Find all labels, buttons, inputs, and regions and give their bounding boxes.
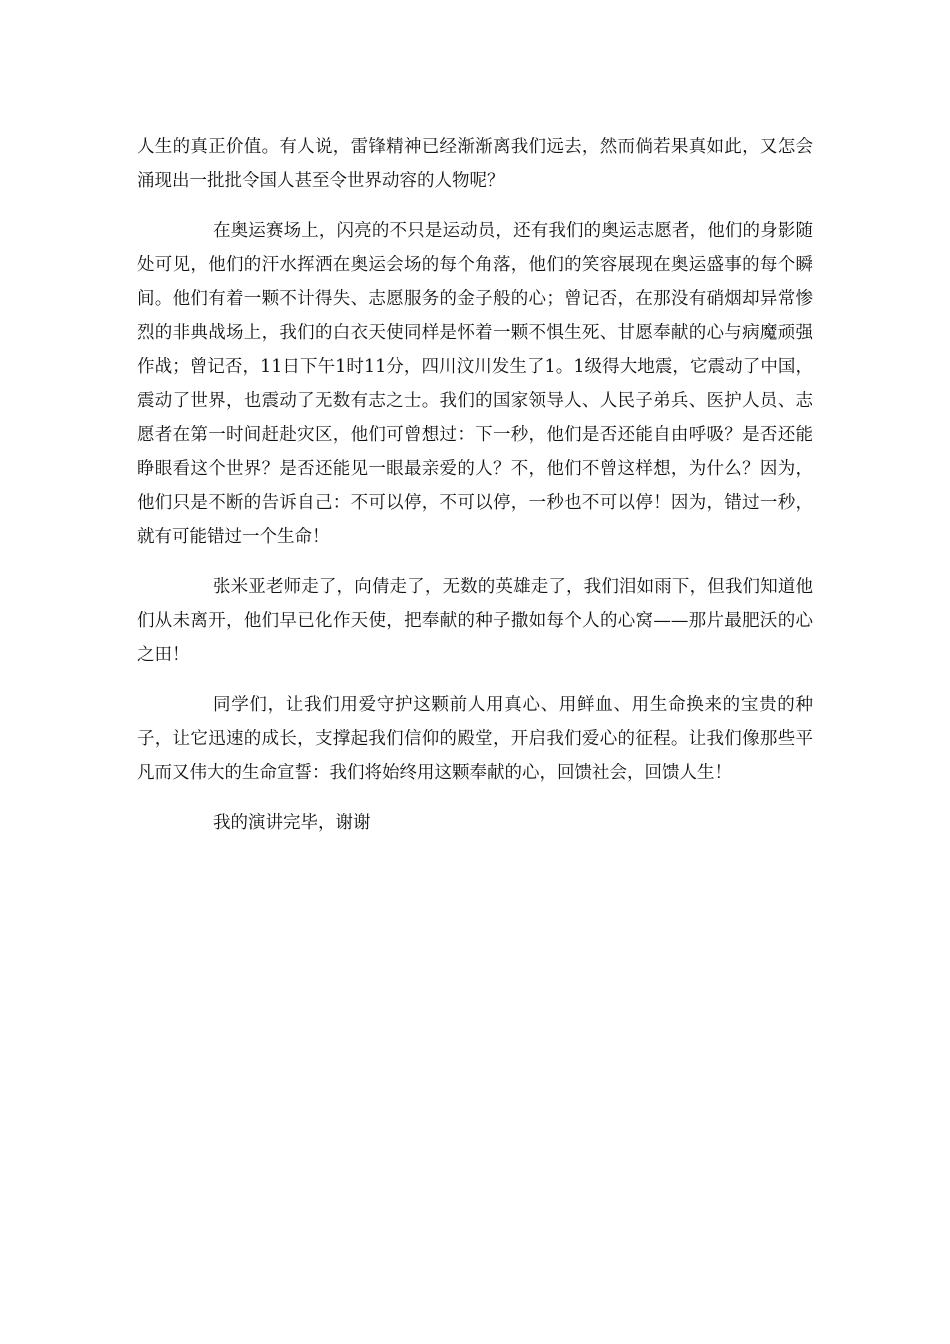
- paragraph-3: 张米亚老师走了，向倩走了，无数的英雄走了，我们泪如雨下，但我们知道他们从未离开，他们早已化作天使，把奉献的种子撒如每个人的心窝——那片最肥沃的心之田！: [137, 577, 813, 665]
- paragraph-4: 同学们，让我们用爱守护这颗前人用真心、用鲜血、用生命换来的宝贵的种子，让它迅速的成长，支撑起我们信仰的殿堂，开启我们爱心的征程。让我们像那些平凡而又伟大的生命宣誓：我们将始终用这颗奉献的心，回馈社会，回馈人生！: [137, 695, 813, 783]
- paragraph-1: 人生的真正价值。有人说，雷锋精神已经渐渐离我们远去，然而倘若果真如此，又怎会涌现出一批批令国人甚至令世界动容的人物呢？: [137, 137, 813, 191]
- document-page: [137, 130, 813, 856]
- closing-line: 我的演讲完毕，谢谢: [213, 813, 371, 833]
- paragraph-2: 在奥运赛场上，闪亮的不只是运动员，还有我们的奥运志愿者，他们的身影随处可见，他们的汗水挥洒在奥运会场的每个角落，他们的笑容展现在奥运盛事的每个瞬间。他们有着一颗不计得失、志愿服务的金子般的心；曾记否，在那没有硝烟却异常惨烈的非典战场上，我们的白衣天使同样是怀着一颗不惧生死、甘愿奉献的心与病魔顽强作战；曾记否，11日下午1时11分，四川汶川发生了1。1级得大地震，它震动了中国，震动了世界，也震动了无数有志之士。我们的国家领导人、人民子弟兵、医护人员、志愿者在第一时间赶赴灾区，他们可曾想过：下一秒，他们是否还能自由呼吸？是否还能睁眼看这个世界？是否还能见一眼最亲爱的人？不，他们不曾这样想，为什么？因为，他们只是不断的告诉自己：不可以停，不可以停，一秒也不可以停！因为，错过一秒，就有可能错过一个生命！: [137, 221, 813, 547]
